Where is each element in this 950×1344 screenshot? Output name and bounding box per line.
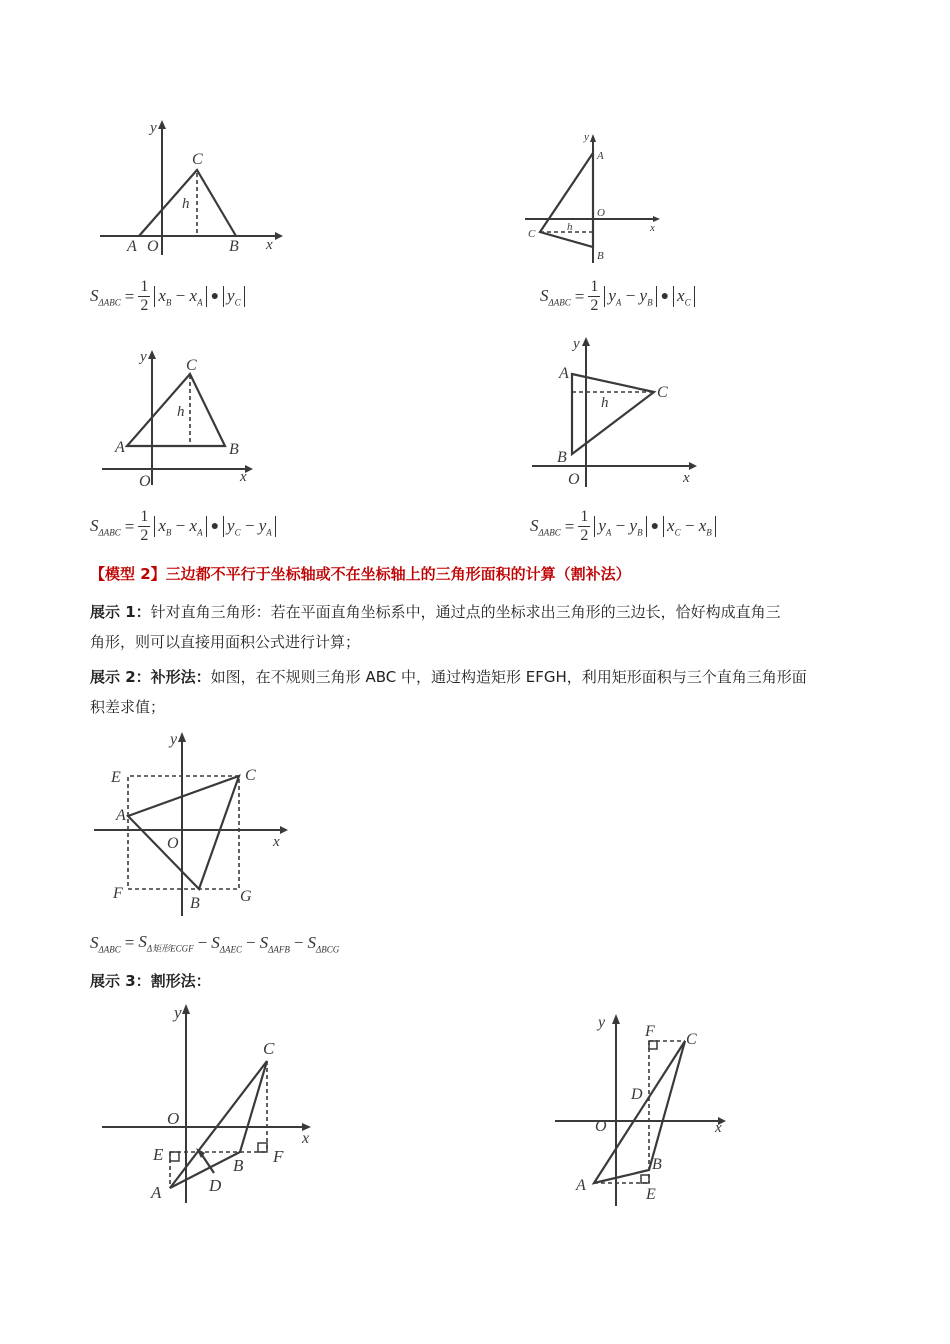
point-a-label: A <box>559 365 569 382</box>
height-label: h <box>182 196 190 212</box>
y-axis-label: y <box>140 349 147 365</box>
x-axis-label: x <box>683 470 690 486</box>
y-axis-label: y <box>170 731 178 748</box>
point-a-label: A <box>116 807 126 824</box>
show-2-label: 展示 2：补形法： <box>90 668 211 686</box>
figure-5-rectangle <box>92 726 292 918</box>
formula-1: $S_{\Delta ABC}$ = $\frac{1}{2}$ $x_B - x_A$ ● $y_C$ <box>90 278 245 315</box>
origin-label: O <box>147 238 159 255</box>
point-c-label: C <box>186 357 197 374</box>
figure-6-cut-left <box>97 998 327 1208</box>
point-a-label: A <box>115 439 125 456</box>
figure-1 <box>95 115 285 260</box>
point-b-label: B <box>229 441 239 458</box>
x-axis-label: x <box>240 469 247 485</box>
point-g-label: G <box>240 888 252 905</box>
model-2-heading: 【模型 2】三边都不平行于坐标轴或不在坐标轴上的三角形面积的计算（割补法） <box>90 565 631 583</box>
y-axis-label: y <box>584 131 589 143</box>
origin-label: O <box>139 473 151 490</box>
point-f-label: F <box>645 1023 655 1040</box>
point-c-label: C <box>657 384 668 401</box>
origin-label: O <box>595 1118 607 1135</box>
point-b-label: B <box>190 895 200 912</box>
formula-5: $S_{\Delta ABC}$ = $S_{\Delta 矩形ECGF}$ − $S_{\Delta AEC}$ − $S_{\Delta AFB}$ − $S_{\Delta BCG}$ <box>90 932 340 954</box>
origin-label: O <box>167 835 179 852</box>
x-axis-label: x <box>302 1130 310 1147</box>
origin-label: O <box>167 1109 180 1128</box>
point-f-label: F <box>273 1147 284 1166</box>
point-b-label: B <box>652 1156 662 1173</box>
point-d-label: D <box>209 1176 222 1195</box>
show-3-label: 展示 3：割形法： <box>90 972 211 990</box>
point-b-label: B <box>233 1156 244 1175</box>
y-axis-label: y <box>150 120 157 136</box>
formula-4: $S_{\Delta ABC}$ = $\frac{1}{2}$ $y_A - y_B$ ● $x_C - x_B$ <box>530 508 716 545</box>
point-c-label: C <box>192 151 203 168</box>
point-a-label: A <box>597 150 604 162</box>
x-axis-label: x <box>266 237 273 253</box>
show-2-paragraph: 展示 2：补形法：如图，在不规则三角形 ABC 中，通过构造矩形 EFGH，利用矩形面积与三个直角三角形面 积差求值； <box>90 668 807 716</box>
point-d-label: D <box>631 1086 643 1103</box>
point-f-label: F <box>113 885 123 902</box>
figure-2 <box>520 128 665 268</box>
show-1-paragraph: 展示 1：针对直角三角形：若在平面直角坐标系中，通过点的坐标求出三角形的三边长，恰好构成直角三 角形，则可以直接用面积公式进行计算； <box>90 603 781 651</box>
x-axis-label: x <box>650 222 655 234</box>
point-e-label: E <box>111 769 121 786</box>
height-label: h <box>567 221 573 233</box>
show-3-paragraph <box>90 966 211 996</box>
formula-3: $S_{\Delta ABC}$ = $\frac{1}{2}$ $x_B - x_A$ ● $y_C - y_A$ <box>90 508 276 545</box>
point-a-label: A <box>576 1177 586 1194</box>
point-c-label: C <box>686 1031 697 1048</box>
figure-3 <box>97 345 257 490</box>
origin-label: O <box>568 471 580 488</box>
figure-7-cut-right <box>550 1008 740 1208</box>
origin-label: O <box>597 207 605 219</box>
show-1-label: 展示 1： <box>90 603 151 621</box>
point-c-label: C <box>245 767 256 784</box>
point-e-label: E <box>646 1186 656 1203</box>
y-axis-label: y <box>598 1014 606 1031</box>
point-b-label: B <box>229 238 239 255</box>
point-a-label: A <box>127 238 137 255</box>
point-a-label: A <box>151 1183 162 1202</box>
point-b-label: B <box>557 449 567 466</box>
x-axis-label: x <box>273 834 280 850</box>
point-e-label: E <box>153 1145 164 1164</box>
figure-4 <box>527 332 702 492</box>
point-c-label: C <box>528 228 536 240</box>
point-c-label: C <box>263 1039 275 1058</box>
y-axis-label: y <box>573 336 580 352</box>
formula-2: $S_{\Delta ABC}$ = $\frac{1}{2}$ $y_A - y_B$ ● $x_C$ <box>540 278 695 315</box>
height-label: h <box>177 404 185 420</box>
height-label: h <box>601 395 609 411</box>
y-axis-label: y <box>174 1003 182 1022</box>
point-b-label: B <box>597 250 604 262</box>
x-axis-label: x <box>715 1120 722 1136</box>
